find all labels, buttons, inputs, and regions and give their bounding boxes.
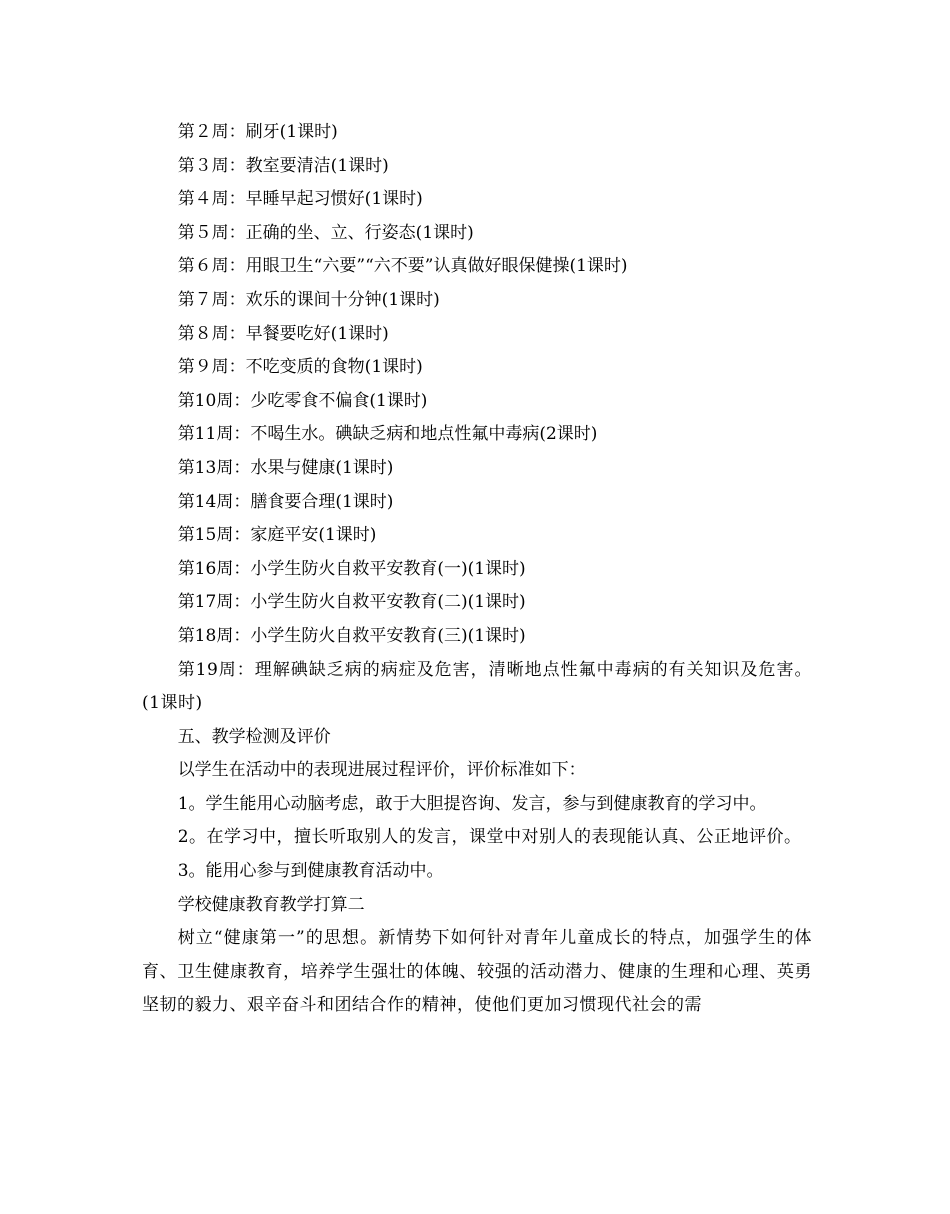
schedule-week-3: 第３周：教室要清洁(1课时): [177, 155, 389, 176]
schedule-week-2: 第２周：刷牙(1课时): [177, 122, 338, 142]
schedule-week-10: 第10周：少吃零食不偏食(1课时): [177, 390, 428, 411]
schedule-week-4: 第４周：早睡早起习惯好(1课时): [177, 189, 423, 210]
schedule-week-18: 第18周：小学生防火自救平安教育(三)(1课时): [177, 625, 526, 646]
schedule-week-8: 第８周：早餐要吃好(1课时): [177, 323, 389, 344]
plan-2-body: 树立“健康第一”的思想。新情势下如何针对青年儿童成长的特点，加强学生的体育、卫生健康教育，培养学生强壮的体魄、较强的活动潜力、健康的生理和心理、英勇坚韧的毅力、艰辛奋斗和团结合作的精神，使他们更加习惯现代社会的需: [142, 928, 812, 1016]
plan-2-title: 学校健康教育教学打算二: [177, 894, 365, 915]
schedule-week-6: 第６周：用眼卫生“六要”“六不要”认真做好眼保健操(1课时): [177, 256, 628, 277]
schedule-week-14: 第14周：膳食要合理(1课时): [177, 491, 394, 512]
schedule-week-13: 第13周：水果与健康(1课时): [177, 457, 394, 478]
schedule-week-17: 第17周：小学生防火自救平安教育(二)(1课时): [177, 592, 526, 613]
schedule-week-16: 第16周：小学生防火自救平安教育(一)(1课时): [177, 558, 526, 579]
schedule-week-19: 第19周：理解碘缺乏病的病症及危害，清晰地点性氟中毒病的有关知识及危害。(1课时): [142, 659, 812, 714]
schedule-week-15: 第15周：家庭平安(1课时): [177, 525, 377, 546]
section-5-heading: 五、教学检测及评价: [177, 726, 331, 747]
schedule-week-5: 第５周：正确的坐、立、行姿态(1课时): [177, 222, 474, 243]
schedule-week-9: 第９周：不吃变质的食物(1课时): [177, 357, 423, 378]
criterion-3: 3。能用心参与到健康教育活动中。: [177, 861, 444, 882]
criterion-2: 2。在学习中，擅长听取别人的发言，课堂中对别人的表现能认真、公正地评价。: [177, 827, 802, 848]
schedule-week-7: 第７周：欢乐的课间十分钟(1课时): [177, 289, 440, 310]
document-page: [142, 116, 812, 1023]
criterion-1: 1。学生能用心动脑考虑，敢于大胆提咨询、发言，参与到健康教育的学习中。: [177, 793, 767, 814]
section-5-intro: 以学生在活动中的表现进展过程评价，评价标准如下：: [177, 760, 586, 781]
schedule-week-11: 第11周：不喝生水。碘缺乏病和地点性氟中毒病(2课时): [177, 424, 598, 445]
